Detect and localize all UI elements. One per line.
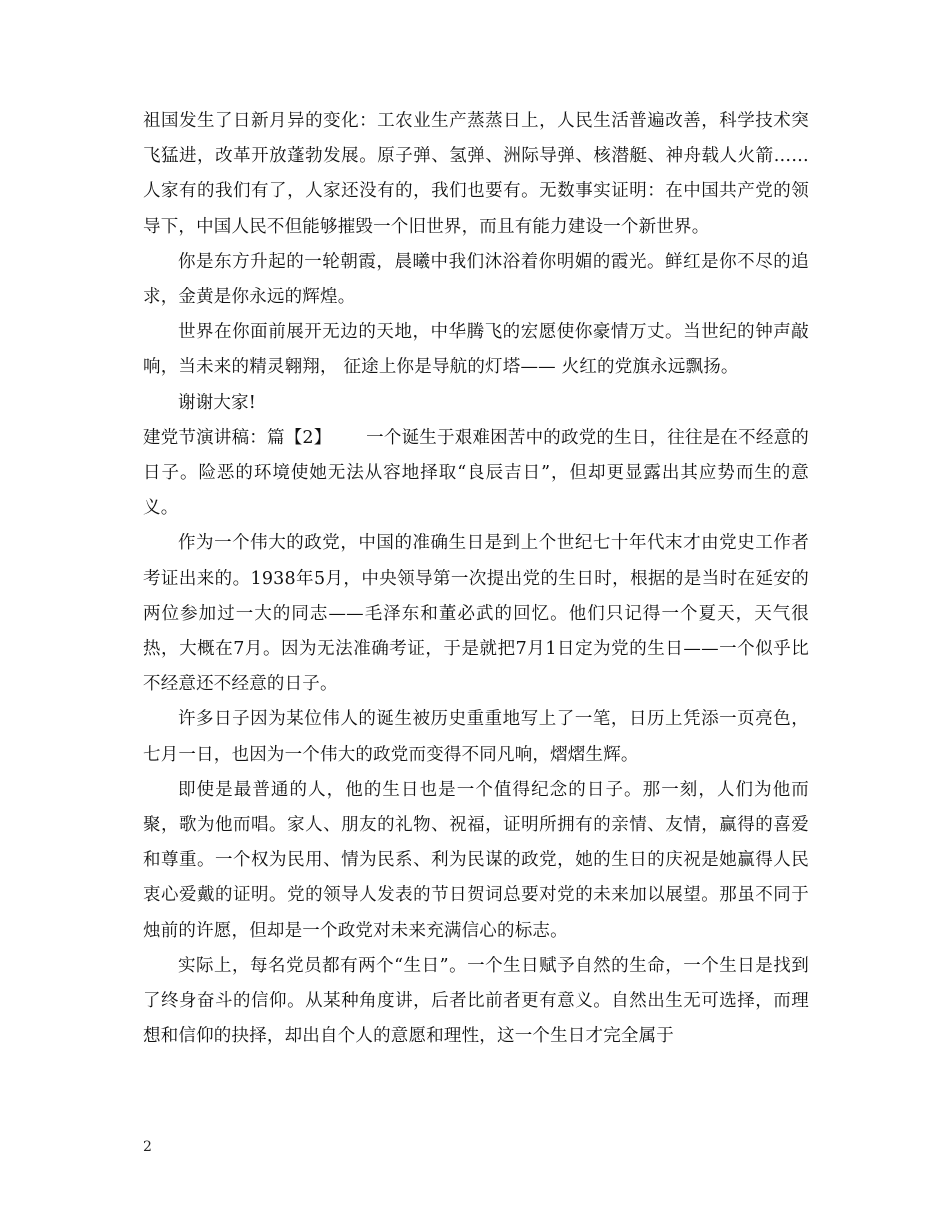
paragraph-4: 谢谢大家! (178, 392, 257, 413)
paragraph-2: 你是东方升起的一轮朝霞，晨曦中我们沐浴着你明媚的霞光。鲜红是你不尽的追求，金黄是你永远的辉煌。 (143, 251, 809, 308)
paragraph-3: 世界在你面前展开无边的天地，中华腾飞的宏愿使你豪情万丈。当世纪的钟声敲响，当未来的精灵翱翔， 征途上你是导航的灯塔—— 火红的党旗永远飘扬。 (143, 322, 809, 378)
paragraph-7: 许多日子因为某位伟人的诞生被历史重重地写上了一笔，日历上凭添一页亮色，七月一日，也因为一个伟大的政党而变得不同凡响，熠熠生辉。 (143, 709, 809, 765)
paragraph-9: 实际上，每名党员都有两个“生日”。一个生日赋予自然的生命，一个生日是找到了终身奋斗的信仰。从某种角度讲，后者比前者更有意义。自然出生无可选择，而理想和信仰的抉择，却出自个人的意愿和理性，这一个生日才完全属于 (143, 955, 809, 1047)
document-body (143, 104, 809, 1054)
page-number: 2 (143, 1139, 152, 1155)
paragraph-1: 祖国发生了日新月异的变化：工农业生产蒸蒸日上，人民生活普遍改善，科学技术突飞猛进，改革开放蓬勃发展。原子弹、氢弹、洲际导弹、核潜艇、神舟载人火箭……人家有的我们有了，人家还没有的，我们也要有。无数事实证明：在中国共产党的领导下，中国人民不但能够摧毁一个旧世界，而且有能力建设一个新世界。 (143, 111, 809, 237)
section-heading-paragraph: 建党节演讲稿：篇【2】 一个诞生于艰难困苦中的政党的生日，往往是在不经意的日子。险恶的环境使她无法从容地择取“良辰吉日”，但却更显露出其应势而生的意义。 (143, 427, 809, 519)
paragraph-8: 即使是最普通的人，他的生日也是一个值得纪念的日子。那一刻，人们为他而聚，歌为他而唱。家人、朋友的礼物、祝福，证明所拥有的亲情、友情，赢得的喜爱和尊重。一个权为民用、情为民系、利为民谋的政党，她的生日的庆祝是她赢得人民衷心爱戴的证明。党的领导人发表的节日贺词总要对党的未来加以展望。那虽不同于烛前的许愿，但却是一个政党对未来充满信心的标志。 (143, 779, 809, 941)
paragraph-6: 作为一个伟大的政党，中国的准确生日是到上个世纪七十年代末才由党史工作者考证出来的。1938年5月，中央领导第一次提出党的生日时，根据的是当时在延安的两位参加过一大的同志——毛泽东和董必武的回忆。他们只记得一个夏天，天气很热，大概在7月。因为无法准确考证，于是就把7月1日定为党的生日——一个似乎比不经意还不经意的日子。 (143, 533, 809, 695)
